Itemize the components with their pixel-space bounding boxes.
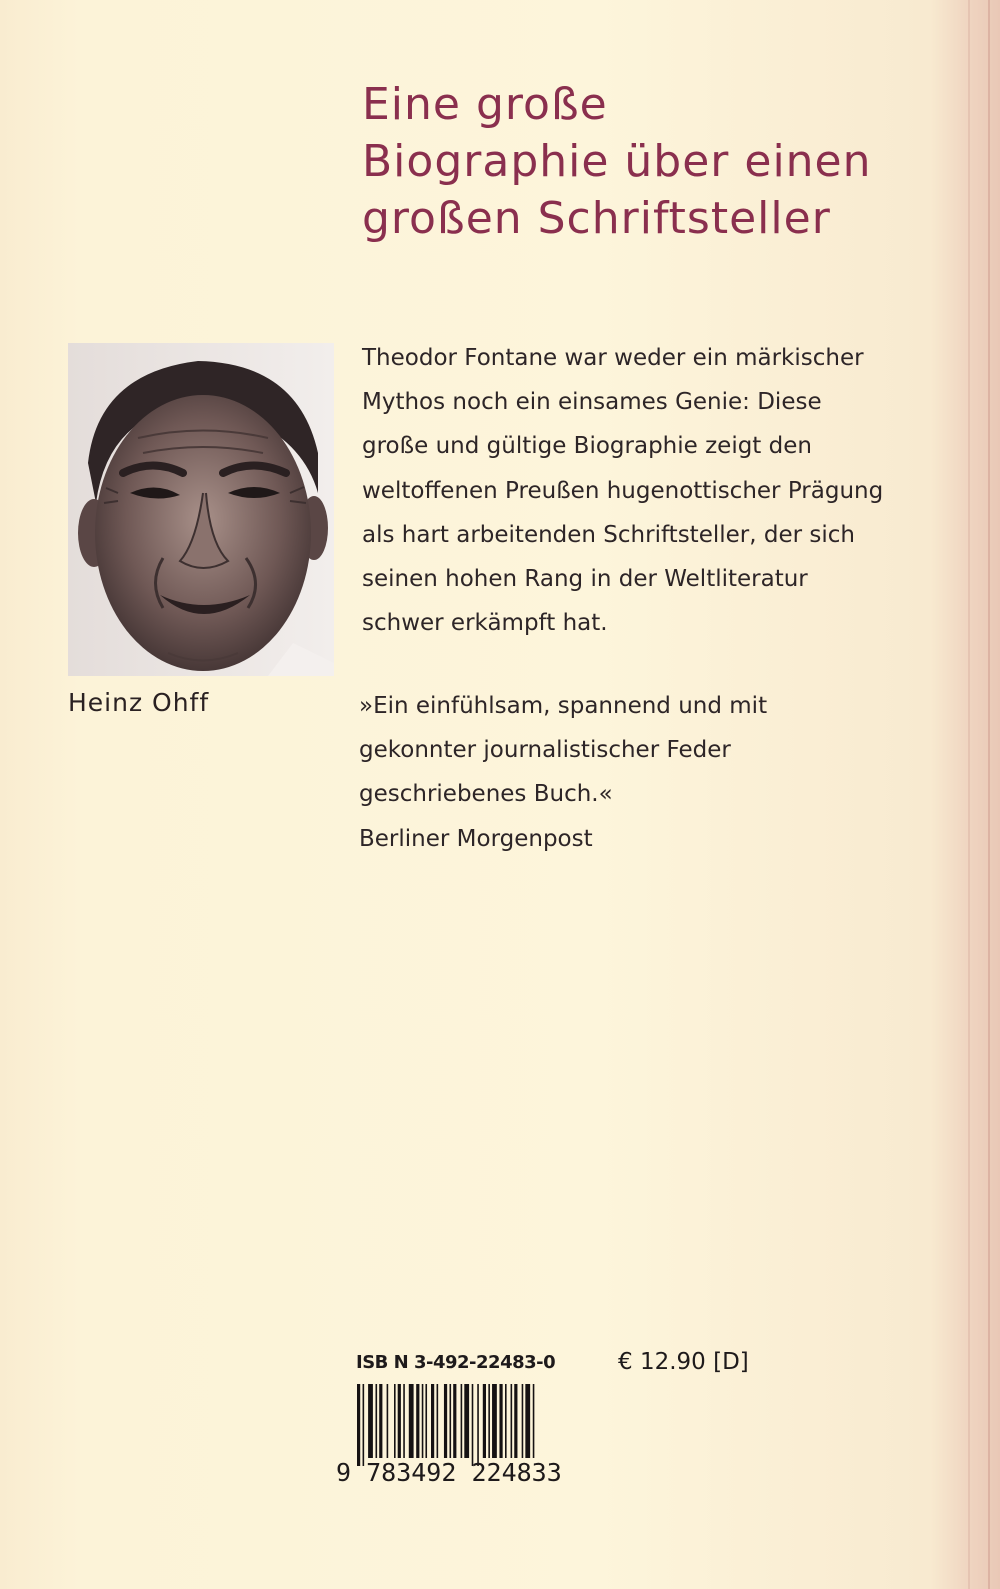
barcode-bar [505, 1384, 507, 1458]
barcode-bar [444, 1384, 447, 1458]
description-line: Theodor Fontane war weder ein märkischer [362, 345, 864, 371]
quote-source: Berliner Morgenpost [359, 825, 593, 852]
barcode-bar [514, 1384, 517, 1458]
barcode-bar [511, 1384, 513, 1458]
barcode-bar [376, 1384, 378, 1458]
barcode-bar [425, 1384, 427, 1458]
barcode-bar [379, 1384, 382, 1458]
isbn-number: ISB N 3-492-22483-0 [356, 1352, 556, 1373]
description-line: schwer erkämpft hat. [362, 610, 608, 637]
headline-line: Biographie über einen [362, 136, 872, 187]
barcode-bar [492, 1384, 497, 1458]
barcode-bar [483, 1384, 486, 1458]
barcode-bar [363, 1384, 365, 1466]
barcode-bar [461, 1384, 463, 1458]
barcode-bar [403, 1384, 405, 1458]
barcode-bar [357, 1384, 360, 1466]
headline-line: Eine große [362, 79, 608, 130]
price-label: € 12.90 [D] [618, 1349, 749, 1375]
description-line: weltoffenen Preußen hugenottischer Prägung [362, 477, 884, 504]
barcode-bar [431, 1384, 434, 1458]
barcode-bar [477, 1384, 479, 1466]
headline-line: großen Schriftsteller [362, 193, 831, 244]
barcode-bar [499, 1384, 502, 1458]
barcode-bar [464, 1384, 469, 1458]
barcode-bar [387, 1384, 389, 1458]
barcode-bar [533, 1384, 535, 1458]
barcode-bar [422, 1384, 424, 1458]
quote-line: geschriebenes Buch.« [359, 781, 613, 808]
author-name: Heinz Ohff [68, 688, 210, 717]
barcode-bar [525, 1384, 530, 1458]
barcode-bar [398, 1384, 401, 1458]
barcode-bar [453, 1384, 456, 1458]
description-line: seinen hohen Rang in der Weltliteratur [362, 566, 808, 593]
barcode-bar [416, 1384, 419, 1458]
description-line: Mythos noch ein einsames Genie: Diese [362, 389, 822, 416]
barcode-bar [450, 1384, 452, 1458]
press-quote [359, 684, 959, 861]
cover-headline [362, 76, 982, 247]
barcode-bar [368, 1384, 373, 1458]
barcode-bar [472, 1384, 474, 1466]
barcode-bar [394, 1384, 396, 1458]
author-portrait-image [68, 343, 334, 676]
quote-line: gekonnter journalistischer Feder [359, 737, 731, 764]
description-line: große und gültige Biographie zeigt den [362, 433, 812, 460]
barcode-bar [437, 1384, 439, 1458]
author-photo [68, 343, 334, 676]
barcode-icon [357, 1384, 593, 1466]
barcode-bar [522, 1384, 524, 1458]
barcode-bar [409, 1384, 414, 1458]
barcode-digits: 9 783492 224833 [336, 1458, 562, 1487]
spine-edge-line-outer [988, 0, 990, 1589]
book-description [362, 336, 962, 645]
barcode-bar [488, 1384, 490, 1458]
quote-line: »Ein einfühlsam, spannend und mit [359, 693, 768, 719]
description-line: als hart arbeitenden Schriftsteller, der sich [362, 521, 855, 548]
